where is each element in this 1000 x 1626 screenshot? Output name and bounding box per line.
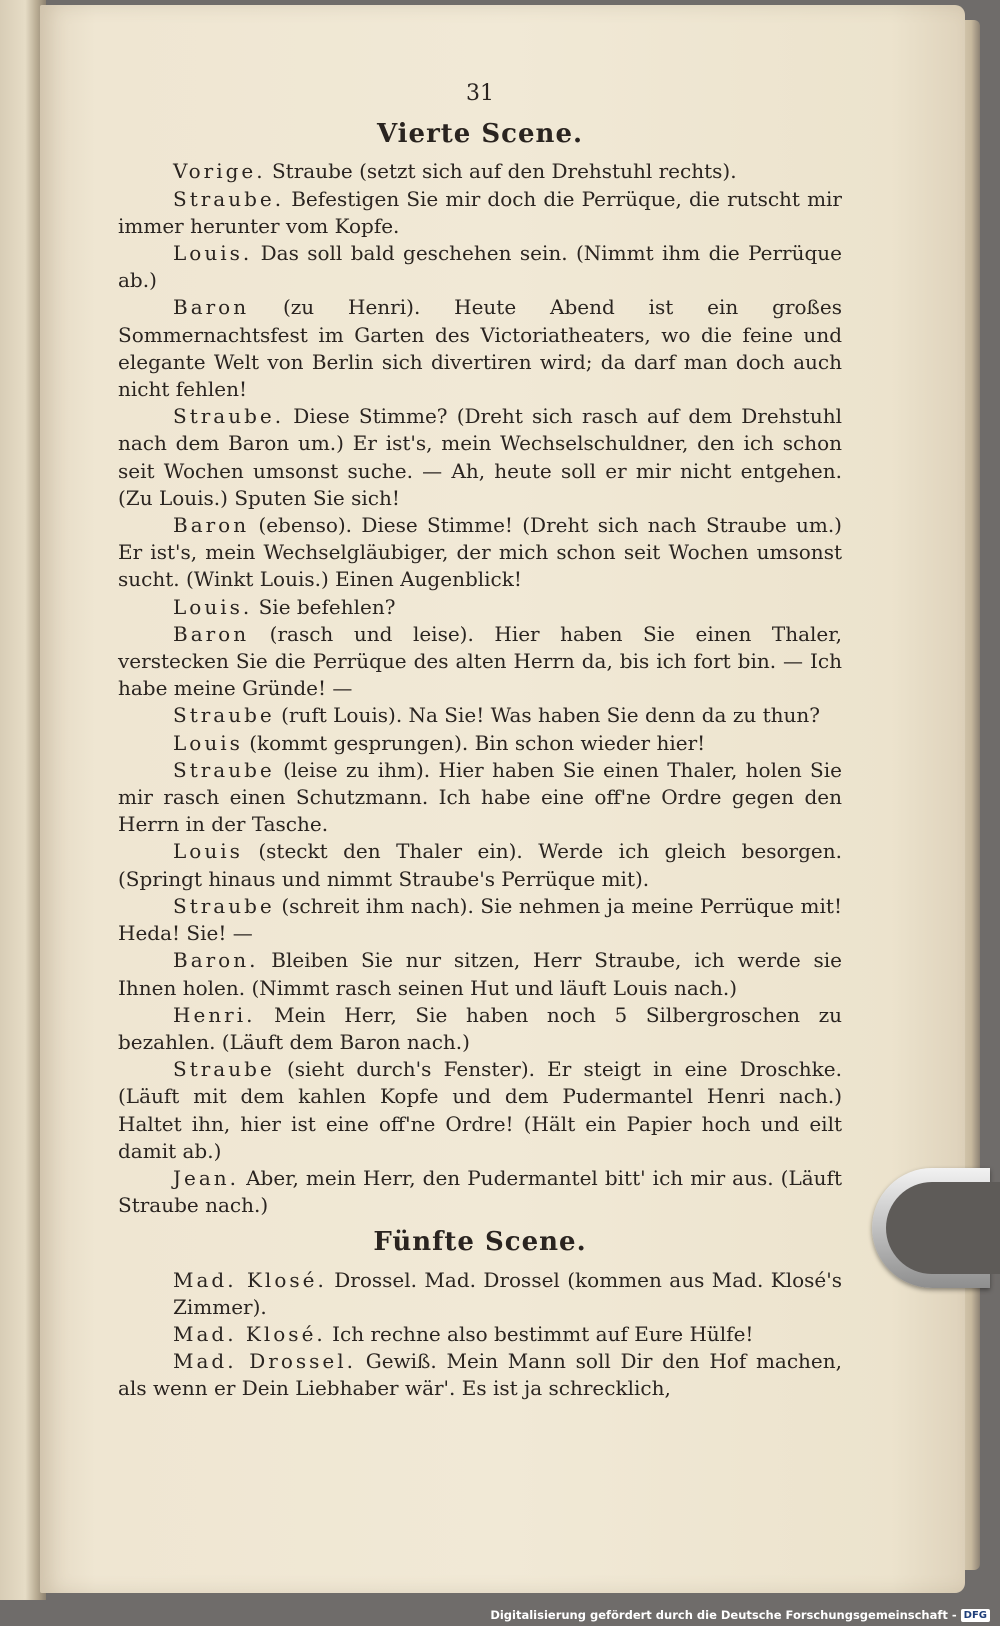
dialogue-text: (ruft Louis). Na Sie! Was haben Sie denn da zu thun? bbox=[274, 703, 820, 728]
dialogue-paragraph bbox=[118, 512, 842, 594]
dialogue-paragraph bbox=[118, 947, 842, 1001]
speaker-name: Straube bbox=[173, 703, 275, 728]
dialogue-text: Bleiben Sie nur sitzen, Herr Straube, ich werde sie Ihnen holen. (Nimmt rasch seinen Hut und läuft Louis nach.) bbox=[118, 948, 842, 1000]
dialogue-paragraph bbox=[118, 186, 842, 240]
dialogue-text: (schreit ihm nach). Sie nehmen ja meine Perrüque mit! Heda! Sie! — bbox=[118, 893, 842, 946]
dialogue-paragraph bbox=[118, 1002, 842, 1056]
dialogue-text: (leise zu ihm). Hier haben Sie einen Thaler, holen Sie mir rasch einen Schutzmann. Ich habe eine off'ne Ordre gegen den Herrn in der Tasche. bbox=[118, 757, 842, 837]
speaker-name: Henri. bbox=[173, 1002, 256, 1027]
dialogue-paragraph bbox=[118, 240, 842, 294]
dialogue-text: Aber, mein Herr, den Pudermantel bitt' ich mir aus. (Läuft Straube nach.) bbox=[118, 1165, 842, 1218]
dialogue-paragraph bbox=[118, 1056, 842, 1165]
dialogue-paragraph bbox=[118, 403, 842, 512]
dialogue-paragraph bbox=[118, 702, 842, 729]
dialogue-paragraph bbox=[118, 1165, 842, 1219]
dialogue-text: Sie befehlen? bbox=[252, 594, 396, 619]
dialogue-paragraph bbox=[118, 757, 842, 839]
dialogue-paragraph bbox=[118, 594, 842, 621]
speaker-name: Straube bbox=[173, 893, 275, 918]
dialogue-text: (sieht durch's Fenster). Er steigt in eine Droschke. (Läuft mit dem kahlen Kopfe und dem Pudermantel Henri nach.) Haltet ihn, hier ist eine off'ne Ordre! (Hält ein Papier hoch und eilt damit ab.) bbox=[118, 1057, 842, 1163]
dialogue-text: Mein Herr, Sie haben noch 5 Silbergroschen zu bezahlen. (Läuft dem Baron nach.) bbox=[118, 1002, 842, 1054]
scene-heading-5: Fünfte Scene. bbox=[373, 1227, 587, 1258]
speaker-name: Baron bbox=[173, 513, 250, 538]
page-text bbox=[118, 80, 842, 1403]
speaker-name: Louis bbox=[173, 730, 243, 755]
speaker-name: Louis. bbox=[173, 594, 253, 619]
dialogue-text: (rasch und leise). Hier haben Sie einen Thaler, verstecken Sie die Perrüque des alten Herrn da, bis ich fort bin. — Ich habe meine Gründe! — bbox=[118, 621, 842, 701]
scene-5-body bbox=[118, 1267, 842, 1403]
speaker-name: Straube. bbox=[173, 186, 285, 211]
speaker-name: Baron. bbox=[173, 948, 259, 973]
dialogue-paragraph bbox=[118, 1321, 842, 1348]
dialogue-text: (kommt gesprungen). Bin schon wieder hier! bbox=[242, 730, 706, 755]
dialogue-paragraph bbox=[118, 1267, 842, 1321]
dialogue-paragraph bbox=[118, 893, 842, 947]
speaker-name: Straube. bbox=[173, 404, 285, 429]
speaker-name: Straube bbox=[173, 757, 275, 782]
dialogue-text: Das soll bald geschehen sein. (Nimmt ihm die Perrüque ab.) bbox=[118, 241, 842, 293]
page-number: 31 bbox=[466, 81, 494, 106]
speaker-name: Louis bbox=[173, 839, 243, 864]
dialogue-paragraph bbox=[118, 621, 842, 703]
dialogue-text: Straube (setzt sich auf den Drehstuhl rechts). bbox=[265, 159, 737, 184]
dialogue-paragraph bbox=[118, 1348, 842, 1402]
metal-page-clip bbox=[872, 1168, 990, 1288]
dialogue-text: (ebenso). Diese Stimme! (Dreht sich nach Straube um.) Er ist's, mein Wechselgläubiger, der mich schon seit Wochen umsonst sucht. (Winkt Louis.) Einen Augenblick! bbox=[118, 513, 842, 592]
speaker-name: Baron bbox=[173, 621, 250, 646]
speaker-name: Jean. bbox=[173, 1165, 240, 1190]
dialogue-text: Ich rechne also bestimmt auf Eure Hülfe! bbox=[325, 1321, 754, 1346]
digitization-credit bbox=[490, 1608, 990, 1622]
speaker-name: Mad. Klosé. bbox=[173, 1267, 327, 1292]
dialogue-text: (steckt den Thaler ein). Werde ich gleich besorgen. (Springt hinaus und nimmt Straube's Perrüque mit). bbox=[118, 839, 842, 891]
dialogue-text: Befestigen Sie mir doch die Perrüque, die rutscht mir immer herunter vom Kopfe. bbox=[118, 186, 842, 238]
speaker-name: Louis. bbox=[173, 241, 253, 266]
scene-4-body bbox=[118, 158, 842, 1219]
speaker-name: Baron bbox=[173, 295, 250, 320]
dfg-logo: DFG bbox=[961, 1609, 990, 1622]
dialogue-paragraph bbox=[118, 838, 842, 892]
credit-text: Digitalisierung gefördert durch die Deutsche Forschungsgemeinschaft - bbox=[490, 1608, 957, 1622]
dialogue-text: Gewiß. Mein Mann soll Dir den Hof machen, als wenn er Dein Liebhaber wär'. Es ist ja schrecklich, bbox=[118, 1349, 842, 1401]
speaker-name: Mad. Klosé. bbox=[173, 1321, 326, 1346]
dialogue-paragraph bbox=[118, 294, 842, 403]
dialogue-text: Drossel. Mad. Drossel (kommen aus Mad. Klosé's Zimmer). bbox=[173, 1267, 842, 1319]
scene-heading-4: Vierte Scene. bbox=[376, 119, 584, 150]
speaker-name: Straube bbox=[173, 1057, 275, 1082]
dialogue-paragraph bbox=[118, 158, 842, 185]
dialogue-text: Diese Stimme? (Dreht sich rasch auf dem Drehstuhl nach dem Baron um.) Er ist's, mein Wechselschuldner, den ich schon seit Wochen umsonst suche. — Ah, heute soll er mir nicht entgehen. (Zu Louis.) Sputen Sie sich! bbox=[118, 404, 842, 510]
dialogue-text: (zu Henri). Heute Abend ist ein großes Sommernachtsfest im Garten des Victoriatheaters, wo die feine und elegante Welt von Berlin sich divertiren wird; da darf man doch auch nicht fehlen! bbox=[118, 295, 842, 402]
dialogue-paragraph bbox=[118, 730, 842, 757]
speaker-name: Mad. Drossel. bbox=[173, 1349, 357, 1374]
speaker-name: Vorige. bbox=[173, 159, 266, 184]
